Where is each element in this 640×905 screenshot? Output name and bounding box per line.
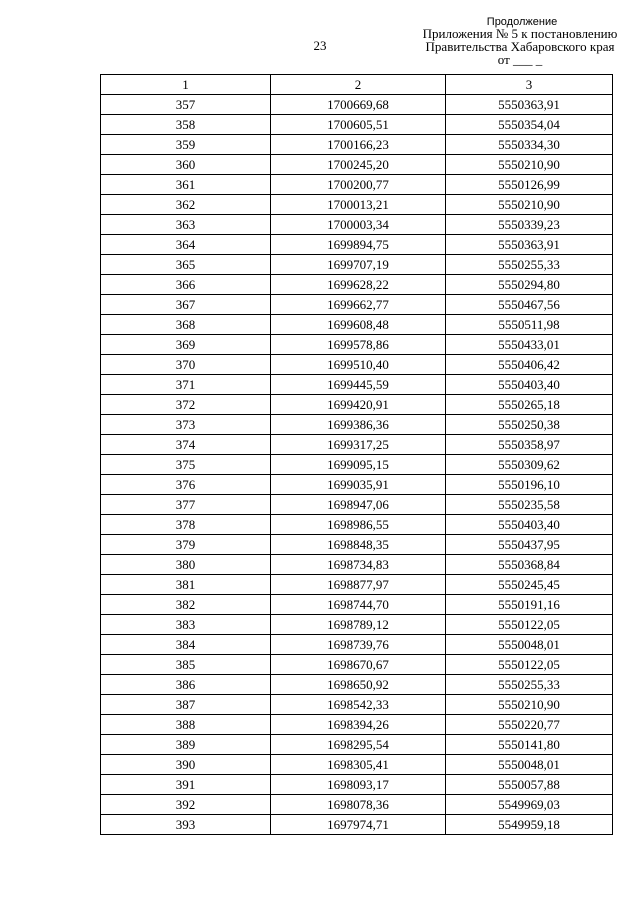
- point-number-cell: 362: [101, 195, 271, 215]
- point-number-cell: 381: [101, 575, 271, 595]
- table-row: [101, 135, 613, 155]
- y-coordinate-cell: 5550141,80: [446, 735, 613, 755]
- x-coordinate-cell: 1699608,48: [271, 315, 446, 335]
- x-coordinate-cell: 1698394,26: [271, 715, 446, 735]
- y-coordinate-cell: 5550433,01: [446, 335, 613, 355]
- x-coordinate-cell: 1698986,55: [271, 515, 446, 535]
- point-number-cell: 373: [101, 415, 271, 435]
- table-row: [101, 495, 613, 515]
- coordinates-table: [100, 74, 613, 835]
- point-number-cell: 374: [101, 435, 271, 455]
- y-coordinate-cell: 5550122,05: [446, 655, 613, 675]
- x-coordinate-cell: 1698848,35: [271, 535, 446, 555]
- appendix-line: от ___ _: [497, 52, 543, 67]
- point-number-cell: 370: [101, 355, 271, 375]
- y-coordinate-cell: 5550309,62: [446, 455, 613, 475]
- table-row: [101, 415, 613, 435]
- table-row: [101, 315, 613, 335]
- y-coordinate-cell: 5549969,03: [446, 795, 613, 815]
- point-number-cell: 372: [101, 395, 271, 415]
- continuation-label: Продолжение: [486, 16, 558, 28]
- y-coordinate-cell: 5550255,33: [446, 675, 613, 695]
- point-number-cell: 380: [101, 555, 271, 575]
- y-coordinate-cell: 5549959,18: [446, 815, 613, 835]
- table-row: [101, 615, 613, 635]
- table-row: [101, 775, 613, 795]
- y-coordinate-cell: 5550339,23: [446, 215, 613, 235]
- table-row: [101, 455, 613, 475]
- x-coordinate-cell: 1700200,77: [271, 175, 446, 195]
- table-row: [101, 215, 613, 235]
- y-coordinate-cell: 5550210,90: [446, 195, 613, 215]
- point-number-cell: 358: [101, 115, 271, 135]
- y-coordinate-cell: 5550196,10: [446, 475, 613, 495]
- x-coordinate-cell: 1699510,40: [271, 355, 446, 375]
- y-coordinate-cell: 5550220,77: [446, 715, 613, 735]
- appendix-line: Правительства Хабаровского края: [425, 39, 615, 54]
- y-coordinate-cell: 5550437,95: [446, 535, 613, 555]
- y-coordinate-cell: 5550048,01: [446, 635, 613, 655]
- y-coordinate-cell: 5550334,30: [446, 135, 613, 155]
- table-row: [101, 235, 613, 255]
- y-coordinate-cell: 5550363,91: [446, 235, 613, 255]
- y-coordinate-cell: 5550126,99: [446, 175, 613, 195]
- point-number-cell: 360: [101, 155, 271, 175]
- table-row: [101, 475, 613, 495]
- y-coordinate-cell: 5550255,33: [446, 255, 613, 275]
- x-coordinate-cell: 1698877,97: [271, 575, 446, 595]
- x-coordinate-cell: 1700003,34: [271, 215, 446, 235]
- x-coordinate-cell: 1698295,54: [271, 735, 446, 755]
- table-row: [101, 175, 613, 195]
- table-row: [101, 635, 613, 655]
- point-number-cell: 385: [101, 655, 271, 675]
- table-row: [101, 515, 613, 535]
- table-row: [101, 575, 613, 595]
- point-number-cell: 359: [101, 135, 271, 155]
- table-row: [101, 675, 613, 695]
- x-coordinate-cell: 1698670,67: [271, 655, 446, 675]
- point-number-cell: 364: [101, 235, 271, 255]
- point-number-cell: 376: [101, 475, 271, 495]
- point-number-cell: 386: [101, 675, 271, 695]
- y-coordinate-cell: 5550210,90: [446, 695, 613, 715]
- table-row: [101, 555, 613, 575]
- point-number-cell: 390: [101, 755, 271, 775]
- table-row: [101, 695, 613, 715]
- table-row: [101, 655, 613, 675]
- table-row: [101, 395, 613, 415]
- point-number-cell: 369: [101, 335, 271, 355]
- column-header: 1: [101, 75, 271, 95]
- point-number-cell: 378: [101, 515, 271, 535]
- point-number-cell: 371: [101, 375, 271, 395]
- x-coordinate-cell: 1699386,36: [271, 415, 446, 435]
- point-number-cell: 366: [101, 275, 271, 295]
- appendix-note: [412, 27, 628, 66]
- x-coordinate-cell: 1699894,75: [271, 235, 446, 255]
- point-number-cell: 367: [101, 295, 271, 315]
- y-coordinate-cell: 5550354,04: [446, 115, 613, 135]
- x-coordinate-cell: 1698305,41: [271, 755, 446, 775]
- point-number-cell: 392: [101, 795, 271, 815]
- x-coordinate-cell: 1699095,15: [271, 455, 446, 475]
- y-coordinate-cell: 5550368,84: [446, 555, 613, 575]
- x-coordinate-cell: 1699578,86: [271, 335, 446, 355]
- point-number-cell: 361: [101, 175, 271, 195]
- x-coordinate-cell: 1698542,33: [271, 695, 446, 715]
- point-number-cell: 393: [101, 815, 271, 835]
- x-coordinate-cell: 1698739,76: [271, 635, 446, 655]
- x-coordinate-cell: 1699317,25: [271, 435, 446, 455]
- x-coordinate-cell: 1699707,19: [271, 255, 446, 275]
- y-coordinate-cell: 5550467,56: [446, 295, 613, 315]
- x-coordinate-cell: 1698789,12: [271, 615, 446, 635]
- y-coordinate-cell: 5550511,98: [446, 315, 613, 335]
- y-coordinate-cell: 5550403,40: [446, 515, 613, 535]
- x-coordinate-cell: 1700605,51: [271, 115, 446, 135]
- appendix-line: Приложения № 5 к постановлению: [422, 26, 618, 41]
- y-coordinate-cell: 5550057,88: [446, 775, 613, 795]
- x-coordinate-cell: 1700013,21: [271, 195, 446, 215]
- table-row: [101, 535, 613, 555]
- x-coordinate-cell: 1700166,23: [271, 135, 446, 155]
- table-row: [101, 275, 613, 295]
- point-number-cell: 389: [101, 735, 271, 755]
- table-row: [101, 115, 613, 135]
- table-row: [101, 255, 613, 275]
- x-coordinate-cell: 1697974,71: [271, 815, 446, 835]
- y-coordinate-cell: 5550245,45: [446, 575, 613, 595]
- table-row: [101, 355, 613, 375]
- column-header: 2: [271, 75, 446, 95]
- point-number-cell: 384: [101, 635, 271, 655]
- table-row: [101, 795, 613, 815]
- table-row: [101, 95, 613, 115]
- x-coordinate-cell: 1698650,92: [271, 675, 446, 695]
- y-coordinate-cell: 5550250,38: [446, 415, 613, 435]
- y-coordinate-cell: 5550363,91: [446, 95, 613, 115]
- table-row: [101, 815, 613, 835]
- y-coordinate-cell: 5550403,40: [446, 375, 613, 395]
- point-number-cell: 388: [101, 715, 271, 735]
- column-header: 3: [446, 75, 613, 95]
- y-coordinate-cell: 5550294,80: [446, 275, 613, 295]
- table-row: [101, 735, 613, 755]
- point-number-cell: 365: [101, 255, 271, 275]
- table-row: [101, 375, 613, 395]
- table-header-row: [101, 75, 613, 95]
- point-number-cell: 377: [101, 495, 271, 515]
- x-coordinate-cell: 1698093,17: [271, 775, 446, 795]
- y-coordinate-cell: 5550048,01: [446, 755, 613, 775]
- x-coordinate-cell: 1699445,59: [271, 375, 446, 395]
- x-coordinate-cell: 1700669,68: [271, 95, 446, 115]
- x-coordinate-cell: 1699662,77: [271, 295, 446, 315]
- table-row: [101, 335, 613, 355]
- point-number-cell: 375: [101, 455, 271, 475]
- table-row: [101, 295, 613, 315]
- x-coordinate-cell: 1700245,20: [271, 155, 446, 175]
- point-number-cell: 368: [101, 315, 271, 335]
- point-number-cell: 383: [101, 615, 271, 635]
- page-number: 23: [313, 38, 327, 53]
- table-row: [101, 755, 613, 775]
- y-coordinate-cell: 5550210,90: [446, 155, 613, 175]
- x-coordinate-cell: 1699035,91: [271, 475, 446, 495]
- table-row: [101, 595, 613, 615]
- point-number-cell: 357: [101, 95, 271, 115]
- point-number-cell: 391: [101, 775, 271, 795]
- point-number-cell: 382: [101, 595, 271, 615]
- table-row: [101, 715, 613, 735]
- y-coordinate-cell: 5550122,05: [446, 615, 613, 635]
- x-coordinate-cell: 1699628,22: [271, 275, 446, 295]
- x-coordinate-cell: 1698744,70: [271, 595, 446, 615]
- y-coordinate-cell: 5550406,42: [446, 355, 613, 375]
- point-number-cell: 379: [101, 535, 271, 555]
- x-coordinate-cell: 1698734,83: [271, 555, 446, 575]
- y-coordinate-cell: 5550191,16: [446, 595, 613, 615]
- table-row: [101, 435, 613, 455]
- x-coordinate-cell: 1698078,36: [271, 795, 446, 815]
- x-coordinate-cell: 1698947,06: [271, 495, 446, 515]
- table-row: [101, 195, 613, 215]
- y-coordinate-cell: 5550358,97: [446, 435, 613, 455]
- point-number-cell: 363: [101, 215, 271, 235]
- point-number-cell: 387: [101, 695, 271, 715]
- table-row: [101, 155, 613, 175]
- y-coordinate-cell: 5550265,18: [446, 395, 613, 415]
- x-coordinate-cell: 1699420,91: [271, 395, 446, 415]
- table-body: [101, 95, 613, 835]
- y-coordinate-cell: 5550235,58: [446, 495, 613, 515]
